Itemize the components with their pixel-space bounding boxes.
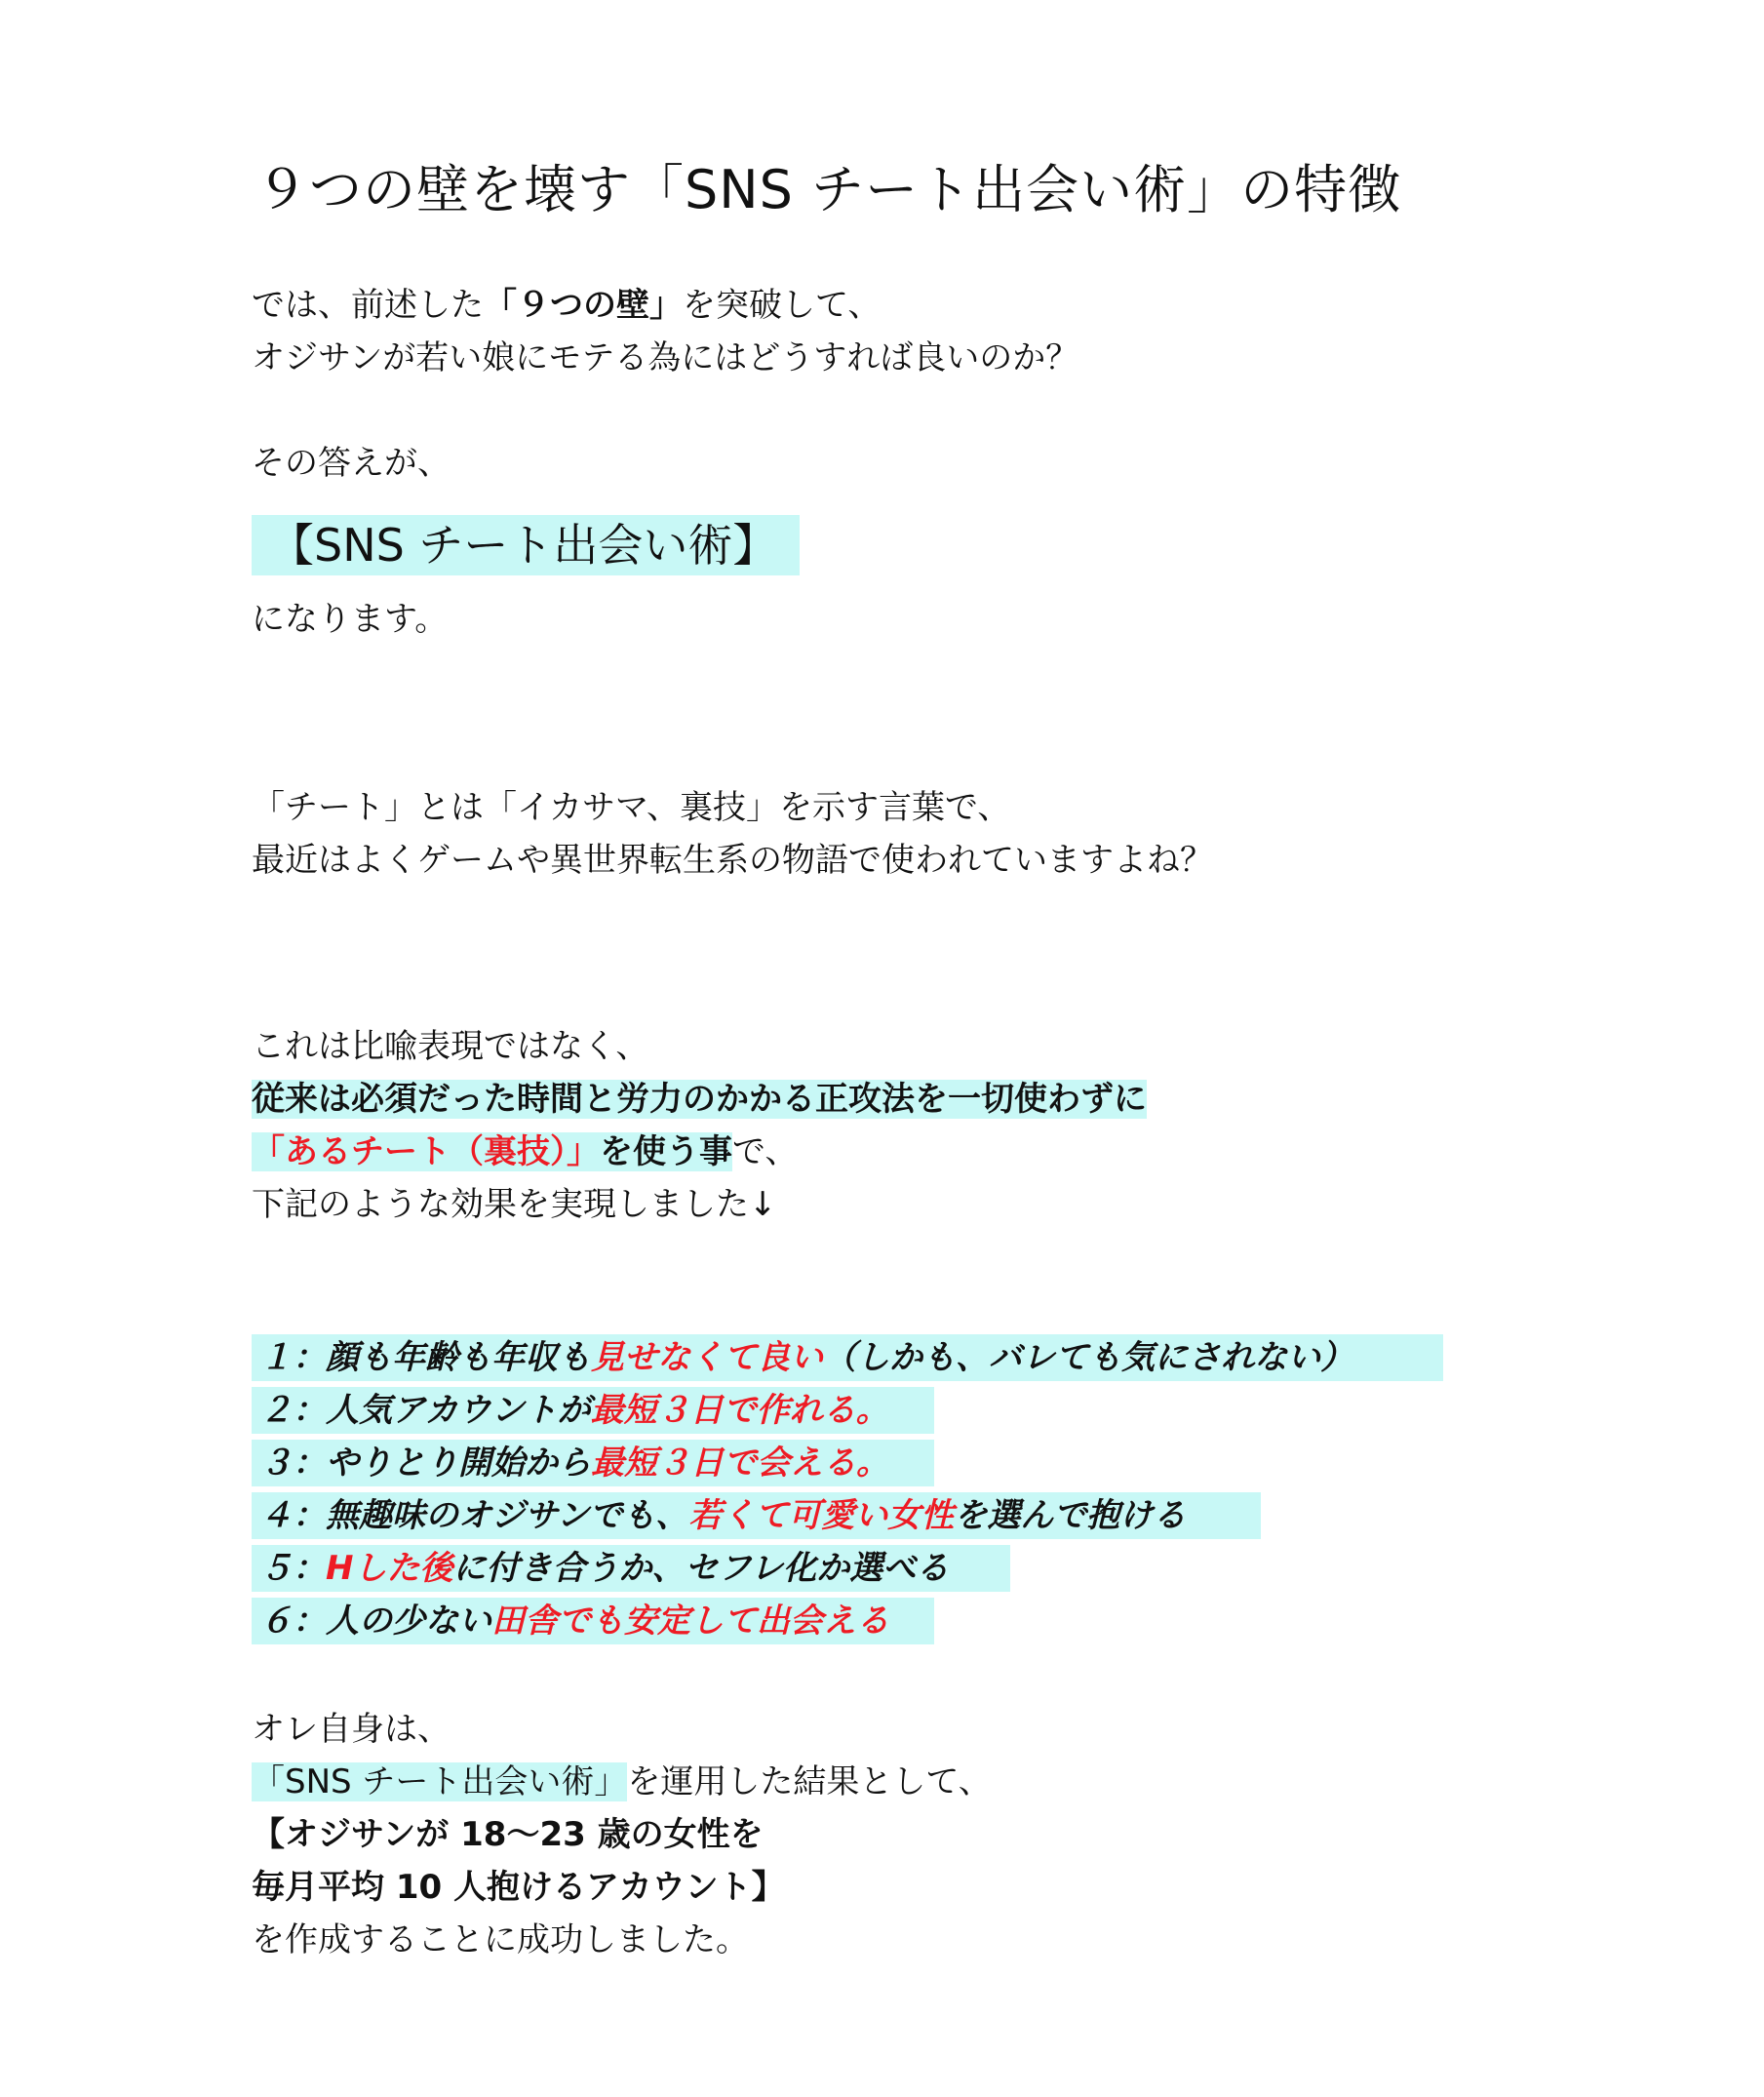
list-item-red-text: 田舎でも安定して出会える <box>491 1602 889 1641</box>
list-item-text: ６：人の少ない <box>259 1602 491 1641</box>
list-item-text: を選んで抱ける <box>954 1496 1187 1535</box>
list-item-red-text: 最短３日で作れる。 <box>590 1391 889 1430</box>
cheat-use-highlight <box>252 1132 732 1171</box>
intro-line-2: オジサンが若い娘にモテる為にはどうすれば良いのか？ <box>252 338 1079 377</box>
effect-intro-line: 下記のような効果を実現しました↓ <box>252 1185 777 1224</box>
naru-line: になります。 <box>252 600 449 639</box>
list-item-text: ３：やりとり開始から <box>259 1444 591 1483</box>
sns-cheat-highlight-box: 【SNS チート出会い術】 <box>252 515 800 575</box>
cheat-bold-text: を使う事 <box>600 1132 732 1171</box>
cheat-tail-text: で、 <box>732 1132 799 1171</box>
list-item-text: １：顔も年齢も年収も <box>259 1338 591 1377</box>
account-line-1: 【オジサンが 18〜23 歳の女性を <box>252 1815 764 1854</box>
list-item <box>259 1334 1353 1381</box>
intro-line-1 <box>252 283 881 328</box>
intro-text-bold: 「９つの壁」 <box>484 286 683 325</box>
success-line: を作成することに成功しました。 <box>252 1920 749 1959</box>
metaphor-line: これは比喩表現ではなく、 <box>252 1027 649 1066</box>
answer-line: その答えが、 <box>252 444 451 483</box>
list-item-text: ２：人気アカウントが <box>259 1391 591 1430</box>
no-standard-method-text: 従来は必須だった時間と労力のかかる正攻法を一切使わずに <box>252 1080 1147 1119</box>
list-item-text: ５： <box>259 1549 326 1588</box>
cheat-def-line-2: 最近はよくゲームや異世界転生系の物語で使われていますよね？ <box>252 841 1213 880</box>
list-item <box>259 1545 949 1592</box>
list-item-text: に付き合うか、セフレ化か選べる <box>452 1549 950 1588</box>
intro-text-c: を突破して、 <box>683 286 882 325</box>
intro-text-a: では、前述した <box>252 286 484 325</box>
list-item-text: （しかも、バレても気にされない） <box>823 1338 1353 1377</box>
cheat-def-line-1: 「チート」とは「イカサマ、裏技」を示す言葉で、 <box>252 788 1011 827</box>
account-line-2: 毎月平均 10 人抱けるアカウント】 <box>252 1868 785 1907</box>
list-item <box>259 1598 889 1644</box>
list-item-red-text: 見せなくて良い <box>591 1338 823 1377</box>
list-item <box>259 1387 889 1434</box>
no-standard-method-line <box>252 1077 1147 1122</box>
list-item <box>259 1492 1186 1539</box>
list-item <box>259 1440 889 1486</box>
cheat-red-text: 「あるチート（裏技）」 <box>252 1132 600 1171</box>
self-line: オレ自身は、 <box>252 1710 451 1749</box>
result-tail-text: を運用した結果として、 <box>627 1762 992 1801</box>
sns-cheat-inline-highlight: 「SNS チート出会い術」 <box>252 1762 628 1801</box>
page-title: ９つの壁を壊す「SNS チート出会い術」の特徴 <box>255 159 1402 220</box>
list-item-red-text: 最短３日で会える。 <box>591 1444 889 1483</box>
list-item-red-text: 若くて可愛い女性 <box>688 1496 955 1535</box>
result-line <box>252 1760 992 1804</box>
list-item-text: ４：無趣味のオジサンでも、 <box>259 1496 689 1535</box>
list-item-red-text: Hした後 <box>326 1549 453 1588</box>
cheat-use-line <box>252 1129 798 1174</box>
